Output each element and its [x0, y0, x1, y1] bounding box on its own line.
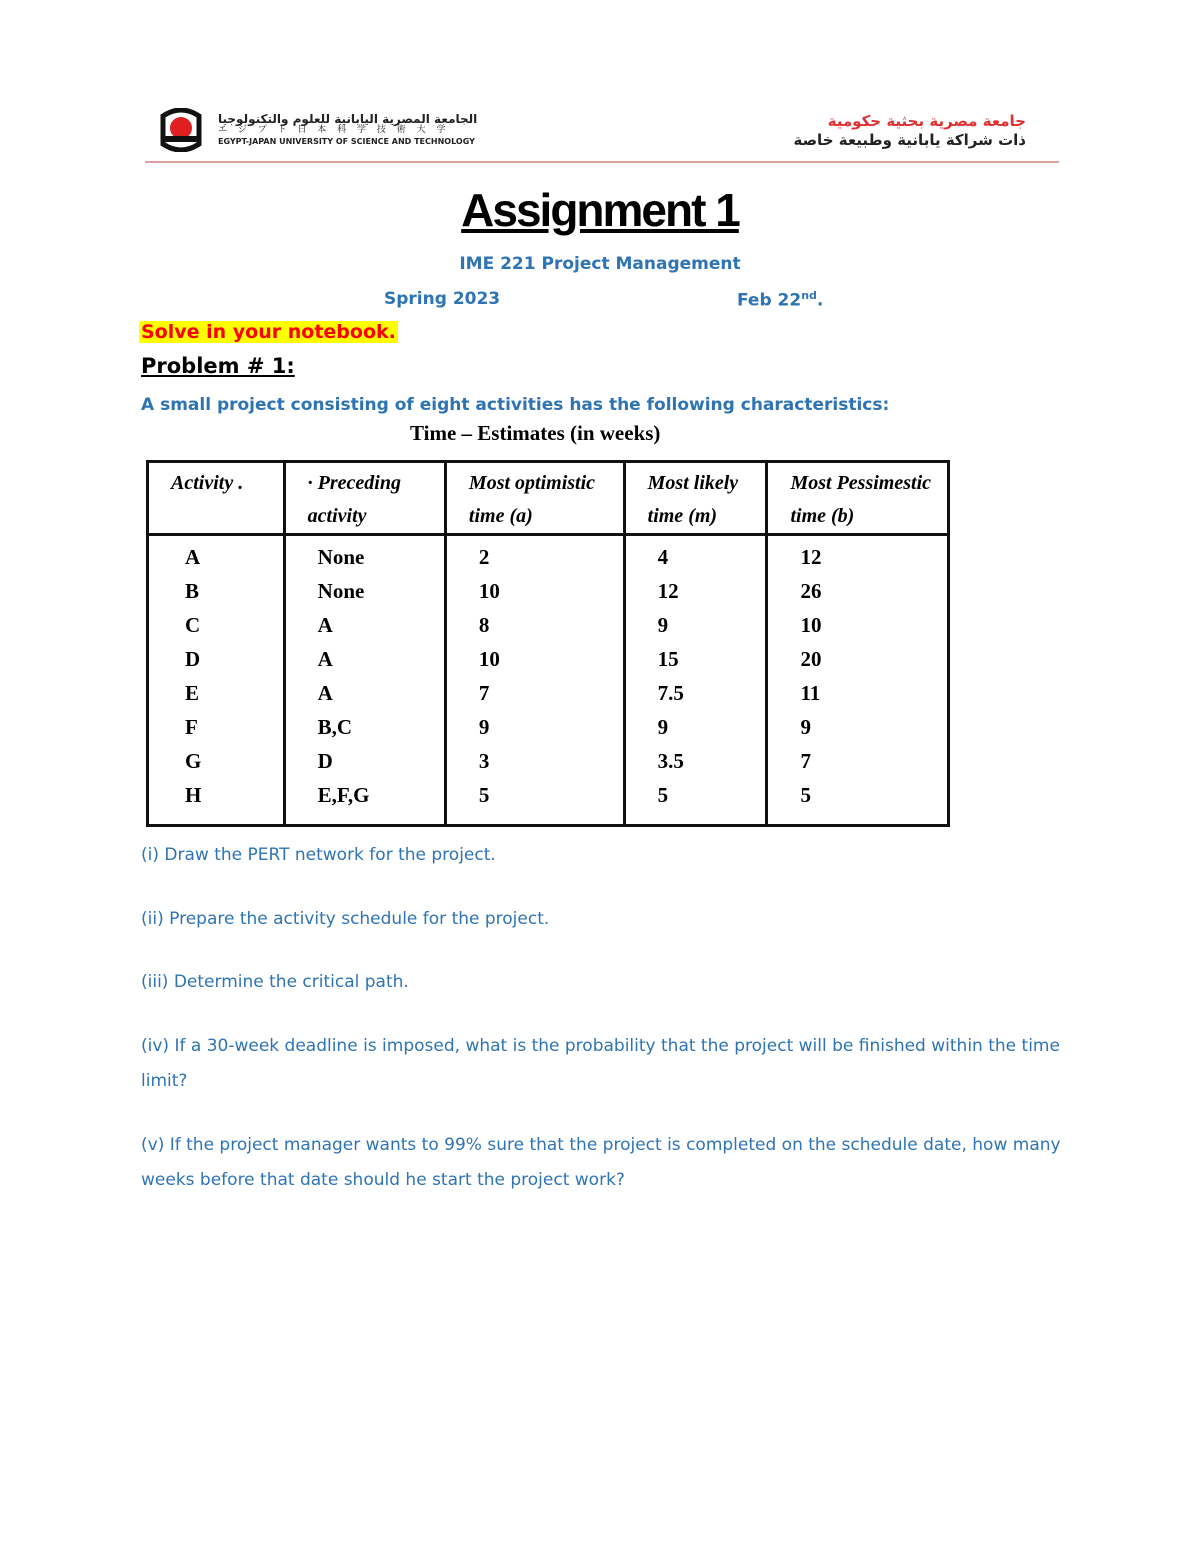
table-cell: 26: [767, 574, 949, 608]
question-number: (i): [141, 845, 159, 865]
table-row: [148, 744, 949, 778]
question-number: (iv): [141, 1036, 170, 1056]
table-cell: 7: [445, 676, 624, 710]
university-name-english: EGYPT-JAPAN UNIVERSITY OF SCIENCE AND TECHNOLOGY: [218, 137, 475, 146]
table-cell: 5: [445, 778, 624, 826]
column-header-line: time (b): [790, 505, 855, 527]
table-cell: 3.5: [624, 744, 767, 778]
table-cell: 10: [445, 642, 624, 676]
table-cell: C: [148, 608, 285, 642]
table-row: [148, 710, 949, 744]
table-cell: B,C: [284, 710, 445, 744]
table-cell: 8: [445, 608, 624, 642]
column-header-line: Most optimistic: [468, 472, 596, 494]
table-cell: E,F,G: [284, 778, 445, 826]
table-cell: 11: [767, 676, 949, 710]
table-caption: Time – Estimates (in weeks): [410, 421, 661, 445]
table-cell: None: [284, 574, 445, 608]
question-item: [141, 1029, 1061, 1099]
column-header-line: time (a): [468, 505, 533, 527]
column-header: [767, 462, 949, 535]
column-header-line: Activity .: [171, 472, 244, 494]
table-cell: A: [284, 642, 445, 676]
question-number: (ii): [141, 909, 164, 929]
table-cell: 5: [767, 778, 949, 826]
table-cell: H: [148, 778, 285, 826]
column-header: [624, 462, 767, 535]
table-cell: 7: [767, 744, 949, 778]
question-text: If the project manager wants to 99% sure that the project is completed on the schedule date, how many weeks before that date should he start the project work?: [141, 1135, 1061, 1190]
question-item: [141, 1128, 1061, 1198]
table-cell: None: [284, 535, 445, 575]
time-estimates-table: [146, 460, 950, 827]
table-cell: 7.5: [624, 676, 767, 710]
table-cell: D: [284, 744, 445, 778]
table-row: [148, 778, 949, 826]
question-number: (iii): [141, 972, 169, 992]
column-header-line: time (m): [647, 505, 718, 527]
question-number: (v): [141, 1135, 165, 1155]
table-cell: 2: [445, 535, 624, 575]
table-cell: B: [148, 574, 285, 608]
table-row: [148, 574, 949, 608]
date-text: Feb 22: [737, 290, 802, 311]
table-cell: 9: [624, 710, 767, 744]
table-cell: 15: [624, 642, 767, 676]
table-cell: 10: [445, 574, 624, 608]
table-row: [148, 642, 949, 676]
question-item: [141, 838, 1061, 873]
date-period: .: [816, 290, 824, 311]
table-cell: G: [148, 744, 285, 778]
table-cell: 9: [767, 710, 949, 744]
table-cell: 10: [767, 608, 949, 642]
table-cell: E: [148, 676, 285, 710]
tagline-line1: جامعة مصرية بحثية حكومية: [827, 112, 1026, 130]
column-header-line: · Preceding: [307, 472, 401, 494]
header-divider: [145, 161, 1059, 163]
course-name: IME 221 Project Management: [459, 254, 741, 274]
column-header-line: Most Pessimestic: [790, 472, 932, 494]
table-cell: 9: [624, 608, 767, 642]
table-cell: 9: [445, 710, 624, 744]
question-text: Prepare the activity schedule for the project.: [163, 909, 550, 929]
column-header-line: activity: [307, 505, 367, 527]
page-title: Assignment 1: [461, 184, 739, 236]
table-row: [148, 608, 949, 642]
question-text: Determine the critical path.: [168, 972, 409, 992]
table-cell: F: [148, 710, 285, 744]
question-text: If a 30-week deadline is imposed, what is the probability that the project will be finished within the time limit?: [141, 1036, 1060, 1091]
date-suffix: nd: [801, 289, 817, 302]
due-date: [737, 289, 823, 311]
table-cell: 3: [445, 744, 624, 778]
table-cell: A: [284, 676, 445, 710]
table-cell: A: [284, 608, 445, 642]
term: Spring 2023: [384, 289, 501, 309]
table-cell: 12: [767, 535, 949, 575]
question-item: [141, 902, 1061, 937]
column-header-line: Most likely: [647, 472, 739, 494]
table-cell: 12: [624, 574, 767, 608]
university-name-arabic: الجامعة المصرية اليابانية للعلوم والتكنولوجيا: [218, 112, 478, 126]
question-item: [141, 965, 1061, 1000]
question-text: Draw the PERT network for the project.: [159, 845, 496, 865]
table-cell: A: [148, 535, 285, 575]
problem-heading: Problem # 1:: [141, 354, 295, 378]
table-row: [148, 676, 949, 710]
problem-intro: A small project consisting of eight activities has the following characteristics:: [141, 395, 890, 415]
table-cell: 4: [624, 535, 767, 575]
university-name-japanese: エ ジ プ ト 日 本 科 学 技 術 大 学: [218, 125, 450, 135]
table-cell: 20: [767, 642, 949, 676]
column-header: [445, 462, 624, 535]
university-logo-icon: [153, 108, 209, 152]
instruction-highlight: Solve in your notebook.: [141, 321, 396, 343]
table-cell: 5: [624, 778, 767, 826]
tagline-line2: ذات شراكة يابانية وطبيعة خاصة: [793, 131, 1026, 149]
column-header: [148, 462, 285, 535]
table-row: [148, 535, 949, 575]
column-header: [284, 462, 445, 535]
table-cell: D: [148, 642, 285, 676]
letterhead: [150, 100, 1058, 160]
